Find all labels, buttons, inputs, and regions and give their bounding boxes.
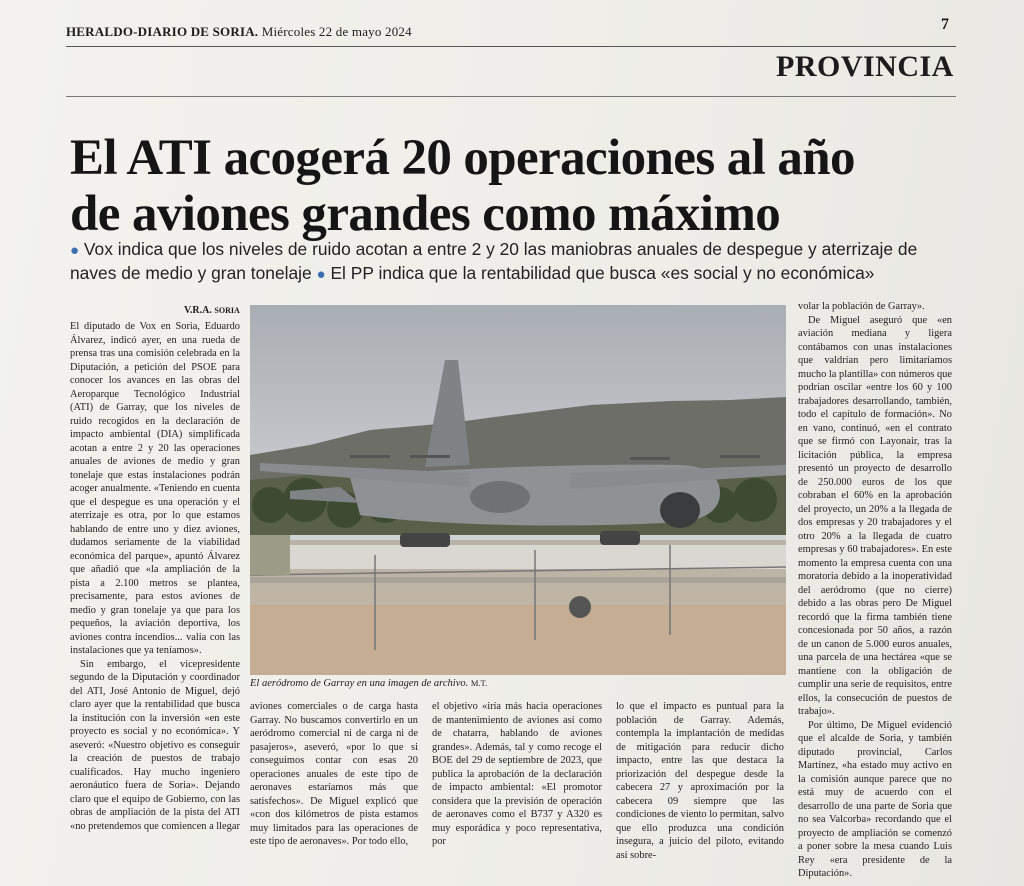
- byline: [184, 305, 240, 316]
- airplane-image: [250, 305, 786, 675]
- top-rule: [66, 46, 956, 47]
- subhead-part-1: Vox indica que los niveles de ruido acotan a entre 2 y 20 las maniobras anuales de despegue y aterrizaje de naves de medio y gran tonelaje: [70, 239, 918, 283]
- photo-caption: [250, 678, 487, 689]
- paragraph: aviones comerciales o de carga hasta Garray. No buscamos convertirlo en un aeródromo comercial ni de carga ni de pasajeros», aseveró, «por lo que si conseguimos contar con esas 20 operaciones anuales de este tipo de aeronaves estaríamos más que satisfechos». De Miguel explicó que «con dos kilómetros de pista estamos muy limitados para las operaciones de este tipo de aeronaves». Por todo ello,: [250, 701, 418, 847]
- paragraph: El diputado de Vox en Soria, Eduardo Álvarez, indicó ayer, en una rueda de prensa tras una comisión celebrada en la Diputación, a petición del PSOE para conocer los avances en las obras del Aeroparque Tecnológico Industrial (ATI) de Garray, que los niveles de ruido recogidos en la declaración de impacto ambiental (DIA) simplificada acotan a entre 2 y 20 las operaciones anuales de aviones de medio y gran tonelaje que estas instalaciones podrán acoger anualmente. «Teniendo en cuenta que el despegue es una operación y el aterrizaje es otra, por lo que estamos hablando de entre uno y diez aviones, dudamos seriamente de la viabilidad económica del parque», apuntó Álvarez que añadió que «la ampliación de la pista a 2.100 metros se plantea, precisamente, para estos aviones de medio y gran tonelaje ya que para los pequeños, la aviación deportiva, los aviones contra incendios... valía con las instalaciones que ya teníamos».: [70, 321, 240, 656]
- headline: [70, 130, 970, 242]
- headline-line-2: de aviones grandes como máximo: [70, 186, 781, 242]
- airplane-photo: [250, 305, 786, 675]
- subheadline: [70, 238, 960, 286]
- page-number: 7: [941, 16, 949, 33]
- bullet-icon: ●: [316, 266, 326, 283]
- byline-author: V.R.A.: [184, 305, 212, 316]
- photo-credit: M.T.: [470, 678, 488, 688]
- caption-text: El aeródromo de Garray en una imagen de archivo.: [250, 678, 469, 689]
- article-column-4: [616, 700, 784, 862]
- article-column-1: [70, 320, 240, 833]
- article-column-3: [432, 700, 602, 849]
- section-rule: [66, 96, 956, 97]
- issue-date: Miércoles 22 de mayo 2024: [261, 24, 412, 39]
- byline-place: SORIA: [214, 306, 240, 315]
- subhead-part-2: El PP indica que la rentabilidad que busca «es social y no económica»: [330, 263, 875, 283]
- paragraph: lo que el impacto es puntual para la población de Garray. Además, contempla la implantación de medidas de mitigación para reducir dicho impacto, entre las que destaca la priorización del despegue desde la cabecera 27 y aproximación por la cabecera 09 siempre que las condiciones de viento lo permitan, salvo que ello produzca una condición insegura, a juicio del piloto, evitando así sobre-: [616, 701, 784, 861]
- paragraph: Por último, De Miguel evidenció que el alcalde de Soria, y también diputado provincial, Carlos Martínez, «ha estado muy activo en la comisión aunque parece que no está muy de acuerdo con el desarrollo de una parte de Soria que no sea Valcorba» recordando que el proyecto de ampliación se comenzó a poner sobre la mesa cuando Luis Rey «era presidente de la Diputación».: [798, 719, 952, 879]
- headline-line-1: El ATI acogerá 20 operaciones al año: [70, 130, 855, 186]
- masthead: [66, 24, 412, 40]
- article-column-2: [250, 700, 418, 849]
- paragraph: Sin embargo, el vicepresidente segundo de la Diputación y coordinador del ATI, José Antonio de Miguel, dejó claro ayer que la rentabilidad que busca la institución con la inversión «en este proyecto es social y no económica». Y aseveró: «Nuestro objetivo es conseguir la creación de puestos de trabajo cualificados. Hay mucho ingeniero aeronáutico fuera de Soria». Dejando claro que el equipo de Gobierno, con las obras de ampliación de la pista del ATI «no pretendemos que comiencen a llegar: [70, 658, 240, 832]
- paragraph: el objetivo «iría más hacia operaciones de mantenimiento de aviones así como de chatarra, hablando de aviones grandes». Además, tal y como recoge el BOE del 29 de septiembre de 2023, que publica la aprobación de la declaración de impacto ambiental: «El promotor considera que la previsión de operación de aeronaves como el B737 y A320 es muy esporádica y poco representativa, por: [432, 701, 602, 847]
- section-title: PROVINCIA: [776, 50, 954, 83]
- bullet-icon: ●: [70, 242, 80, 259]
- paragraph: De Miguel aseguró que «en aviación mediana y ligera contábamos con unas instalaciones que valdrían pero limitaríamos mucho la plantilla» con números que podrían oscilar «entre los 60 y 100 trabajadores desarrollando, también, todo el capítulo de formación». No en vano, continuó, «en el contrato que se firmó con Layonair, tras la licitación pública, la empresa presentó un proyecto de desarrollo de 250.000 euros de los que cobraban el 60% en la aprobación del proyecto, un 20% a la llegada de dos empresas y 20 trabajadores y el otro 20% a la llegada de cuatro empresas y 60 trabajadores». En este momento la empresa cuenta con una moratoria debido a la inoperatividad del aeródromo (que no cierre) debido a las obras pero De Miguel recordó que la firma también tiene concesionada por 50 años, a razón de un canon de 5.000 euros anuales, una parcela de una hectárea «que se mantiene con la obligación de cumplir una serie de requisitos, entre ellos, la consecución de puestos de trabajo».: [798, 314, 952, 717]
- newspaper-name: HERALDO-DIARIO DE SORIA.: [66, 24, 259, 39]
- paragraph: volar la población de Garray».: [798, 301, 925, 312]
- article-column-5: [798, 300, 952, 881]
